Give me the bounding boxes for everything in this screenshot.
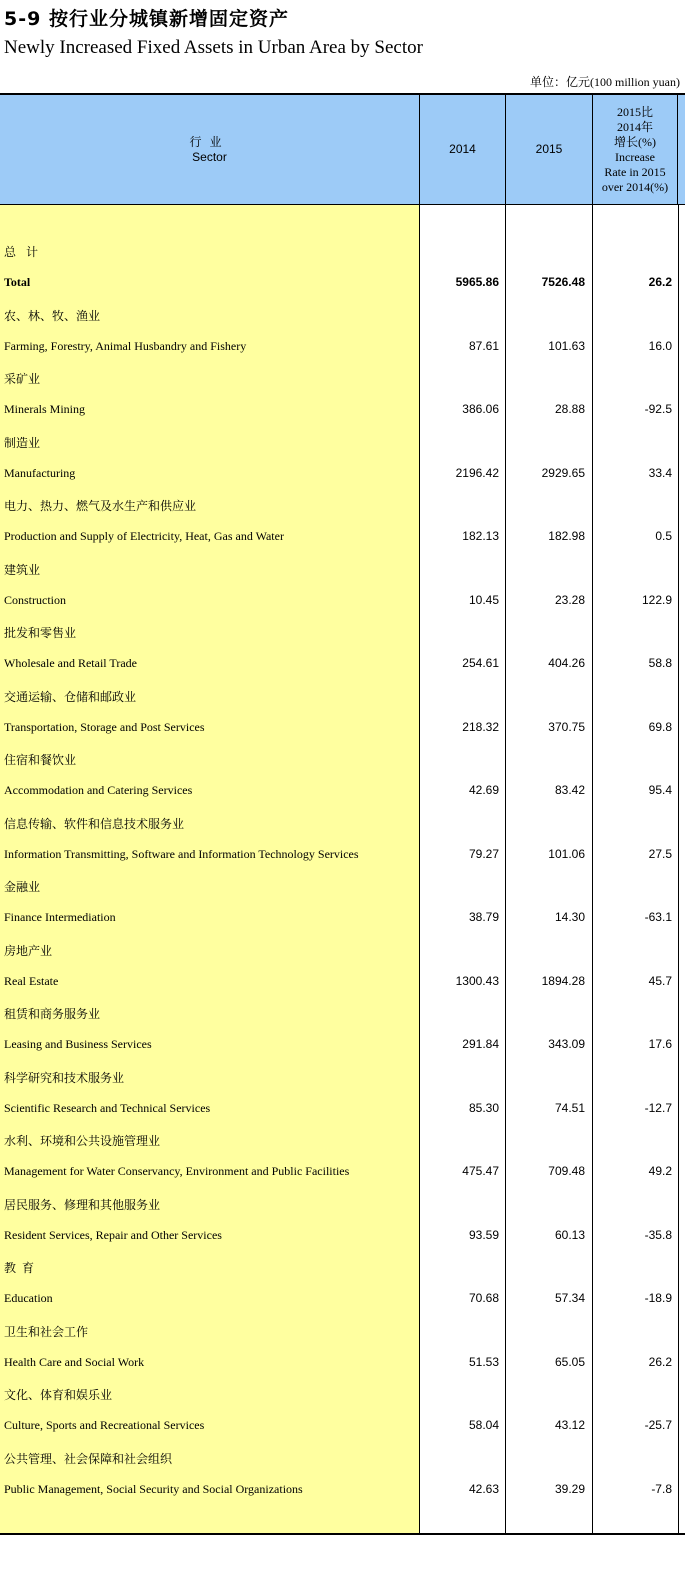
table-title-en: Newly Increased Fixed Assets in Urban Area by Sector bbox=[4, 37, 423, 58]
sector-name-en: Farming, Forestry, Animal Husbandry and Fishery bbox=[4, 338, 247, 353]
sector-name-en: Transportation, Storage and Post Services bbox=[4, 719, 205, 734]
table-row bbox=[0, 339, 685, 359]
sector-name-en: Culture, Sports and Recreational Services bbox=[4, 1418, 205, 1432]
value-2014: 475.47 bbox=[462, 1164, 499, 1178]
table-title-cn: 5-9 按行业分城镇新增固定资产 bbox=[4, 8, 289, 30]
value-2014: 85.30 bbox=[468, 1100, 499, 1115]
value-2015: 23.28 bbox=[554, 592, 585, 607]
table-row bbox=[0, 783, 685, 803]
table-row bbox=[0, 402, 685, 422]
value-2014: 386.06 bbox=[462, 402, 499, 416]
table-row bbox=[0, 1101, 685, 1121]
increase-rate: -63.1 bbox=[644, 910, 672, 924]
sector-name-cn: 科学研究和技术服务业 bbox=[4, 1070, 125, 1085]
sector-name-en: Finance Intermediation bbox=[4, 910, 116, 924]
value-2015: 1894.28 bbox=[541, 973, 585, 988]
value-2015: 74.51 bbox=[554, 1100, 585, 1115]
header-rate-line: 增长(%) bbox=[614, 134, 656, 149]
sector-name-cn: 水利、环境和公共设施管理业 bbox=[4, 1134, 161, 1148]
increase-rate: -35.8 bbox=[644, 1227, 672, 1242]
value-2014: 291.84 bbox=[462, 1037, 499, 1051]
sector-name-en: Total bbox=[4, 275, 31, 289]
value-2015: 65.05 bbox=[554, 1354, 585, 1369]
value-2015: 2929.65 bbox=[541, 465, 585, 480]
sector-name-en: Health Care and Social Work bbox=[4, 1354, 145, 1369]
sector-name-cn: 采矿业 bbox=[4, 372, 41, 386]
value-2014: 182.13 bbox=[462, 529, 499, 543]
sector-name-cn: 农、林、牧、渔业 bbox=[4, 308, 101, 323]
value-2015: 182.98 bbox=[548, 529, 585, 543]
increase-rate: -25.7 bbox=[644, 1418, 672, 1432]
header-rate-line: Increase bbox=[615, 149, 655, 164]
sector-name-cn: 公共管理、社会保障和社会组织 bbox=[4, 1451, 173, 1466]
value-2015: 7526.48 bbox=[541, 275, 585, 289]
value-2014: 51.53 bbox=[468, 1354, 499, 1369]
table-row bbox=[0, 1418, 685, 1438]
increase-rate: 58.8 bbox=[648, 656, 672, 670]
value-2015: 39.29 bbox=[554, 1481, 585, 1496]
value-2014: 70.68 bbox=[468, 1291, 499, 1305]
value-2015: 709.48 bbox=[548, 1164, 585, 1178]
value-2014: 2196.42 bbox=[455, 465, 499, 480]
value-2015: 43.12 bbox=[554, 1418, 585, 1432]
sector-name-cn: 信息传输、软件和信息技术服务业 bbox=[4, 816, 185, 831]
increase-rate: 95.4 bbox=[648, 783, 672, 797]
increase-rate: -92.5 bbox=[644, 402, 672, 416]
value-2014: 10.45 bbox=[468, 592, 499, 607]
increase-rate: 0.5 bbox=[655, 529, 672, 543]
bottom-rule bbox=[0, 1533, 685, 1535]
value-2014: 42.63 bbox=[468, 1481, 499, 1496]
increase-rate: 16.0 bbox=[648, 338, 672, 353]
sector-name-cn: 批发和零售业 bbox=[4, 626, 77, 640]
sector-name-en: Manufacturing bbox=[4, 465, 76, 480]
increase-rate: -12.7 bbox=[644, 1100, 672, 1115]
header-rate-line: Rate in 2015 bbox=[604, 164, 666, 179]
sector-name-cn: 交通运输、仓储和邮政业 bbox=[4, 689, 137, 704]
table-row bbox=[0, 910, 685, 930]
value-2015: 404.26 bbox=[548, 656, 585, 670]
value-2014: 38.79 bbox=[468, 910, 499, 924]
increase-rate: 27.5 bbox=[648, 846, 672, 861]
sector-name-en: Education bbox=[4, 1291, 53, 1305]
increase-rate: 45.7 bbox=[648, 973, 672, 988]
sector-name-cn: 房地产业 bbox=[4, 943, 53, 958]
value-2014: 79.27 bbox=[468, 846, 499, 861]
increase-rate: -7.8 bbox=[651, 1481, 672, 1496]
sector-name-cn: 住宿和餐饮业 bbox=[4, 753, 77, 767]
table-row bbox=[0, 1228, 685, 1248]
table-row bbox=[0, 974, 685, 994]
table-row bbox=[0, 593, 685, 613]
increase-rate: 26.2 bbox=[648, 275, 672, 289]
sector-name-cn: 制造业 bbox=[4, 435, 41, 450]
sector-name-cn: 建筑业 bbox=[4, 562, 41, 577]
table-row bbox=[0, 1482, 685, 1502]
table-row bbox=[0, 529, 685, 549]
increase-rate: 33.4 bbox=[648, 465, 672, 480]
table-row bbox=[0, 275, 685, 295]
increase-rate: 17.6 bbox=[648, 1037, 672, 1051]
table-row bbox=[0, 1164, 685, 1184]
sector-name-en: Leasing and Business Services bbox=[4, 1037, 152, 1051]
sector-name-cn: 租赁和商务服务业 bbox=[4, 1007, 101, 1021]
table-row bbox=[0, 720, 685, 740]
table-row bbox=[0, 1291, 685, 1311]
table-header bbox=[0, 95, 685, 204]
header-rate-line: 2014年 bbox=[616, 119, 653, 134]
header-2015: 2015 bbox=[506, 95, 593, 204]
sector-name-en: Management for Water Conservancy, Environment and Public Facilities bbox=[4, 1164, 350, 1178]
unit-label: 单位：亿元(100 million yuan) bbox=[530, 75, 680, 89]
header-rate-line: over 2014(%) bbox=[601, 179, 669, 194]
increase-rate: 49.2 bbox=[648, 1164, 672, 1178]
value-2014: 58.04 bbox=[468, 1418, 499, 1432]
sector-name-en: Construction bbox=[4, 592, 66, 607]
sector-name-cn: 教育 bbox=[4, 1261, 41, 1275]
header-sector-en: Sector bbox=[192, 149, 227, 164]
sector-name-en: Scientific Research and Technical Services bbox=[4, 1100, 211, 1115]
value-2015: 28.88 bbox=[554, 402, 585, 416]
increase-rate: 26.2 bbox=[648, 1354, 672, 1369]
sector-name-en: Wholesale and Retail Trade bbox=[4, 656, 137, 670]
value-2014: 5965.86 bbox=[455, 275, 499, 289]
header-sector bbox=[0, 95, 420, 204]
table-row bbox=[0, 656, 685, 676]
sector-name-en: Information Transmitting, Software and Information Technology Services bbox=[4, 846, 359, 861]
increase-rate: -18.9 bbox=[644, 1291, 672, 1305]
header-rate bbox=[593, 95, 678, 204]
sector-name-en: Real Estate bbox=[4, 973, 59, 988]
sector-name-en: Production and Supply of Electricity, Heat, Gas and Water bbox=[4, 529, 284, 543]
sector-name-cn: 居民服务、修理和其他服务业 bbox=[4, 1197, 161, 1212]
value-2014: 93.59 bbox=[468, 1227, 499, 1242]
sector-name-en: Minerals Mining bbox=[4, 402, 85, 416]
header-sector-cn: 行业 bbox=[189, 134, 230, 149]
sector-name-cn: 电力、热力、燃气及水生产和供应业 bbox=[4, 499, 197, 513]
value-2014: 254.61 bbox=[462, 656, 499, 670]
value-2015: 101.06 bbox=[548, 846, 585, 861]
increase-rate: 122.9 bbox=[641, 592, 672, 607]
header-2014: 2014 bbox=[420, 95, 506, 204]
value-2014: 87.61 bbox=[468, 338, 499, 353]
sector-name-en: Accommodation and Catering Services bbox=[4, 783, 193, 797]
increase-rate: 69.8 bbox=[648, 719, 672, 734]
value-2014: 218.32 bbox=[462, 719, 499, 734]
sector-name-cn: 卫生和社会工作 bbox=[4, 1324, 89, 1339]
table-row bbox=[0, 466, 685, 486]
value-2014: 42.69 bbox=[468, 783, 499, 797]
value-2015: 57.34 bbox=[554, 1291, 585, 1305]
value-2015: 101.63 bbox=[548, 338, 585, 353]
value-2014: 1300.43 bbox=[455, 973, 499, 988]
table-row bbox=[0, 1037, 685, 1057]
value-2015: 60.13 bbox=[554, 1227, 585, 1242]
sector-name-cn: 总计 bbox=[4, 245, 49, 259]
table-row bbox=[0, 847, 685, 867]
header-rate-line: 2015比 bbox=[616, 104, 653, 119]
value-2015: 370.75 bbox=[548, 719, 585, 734]
value-2015: 83.42 bbox=[554, 783, 585, 797]
table-row bbox=[0, 1355, 685, 1375]
sector-name-cn: 金融业 bbox=[4, 880, 41, 894]
sector-name-cn: 文化、体育和娱乐业 bbox=[4, 1388, 113, 1402]
sector-name-en: Resident Services, Repair and Other Services bbox=[4, 1227, 222, 1242]
sector-name-en: Public Management, Social Security and Social Organizations bbox=[4, 1481, 303, 1496]
value-2015: 14.30 bbox=[554, 910, 585, 924]
table-body bbox=[0, 205, 685, 1533]
value-2015: 343.09 bbox=[548, 1037, 585, 1051]
